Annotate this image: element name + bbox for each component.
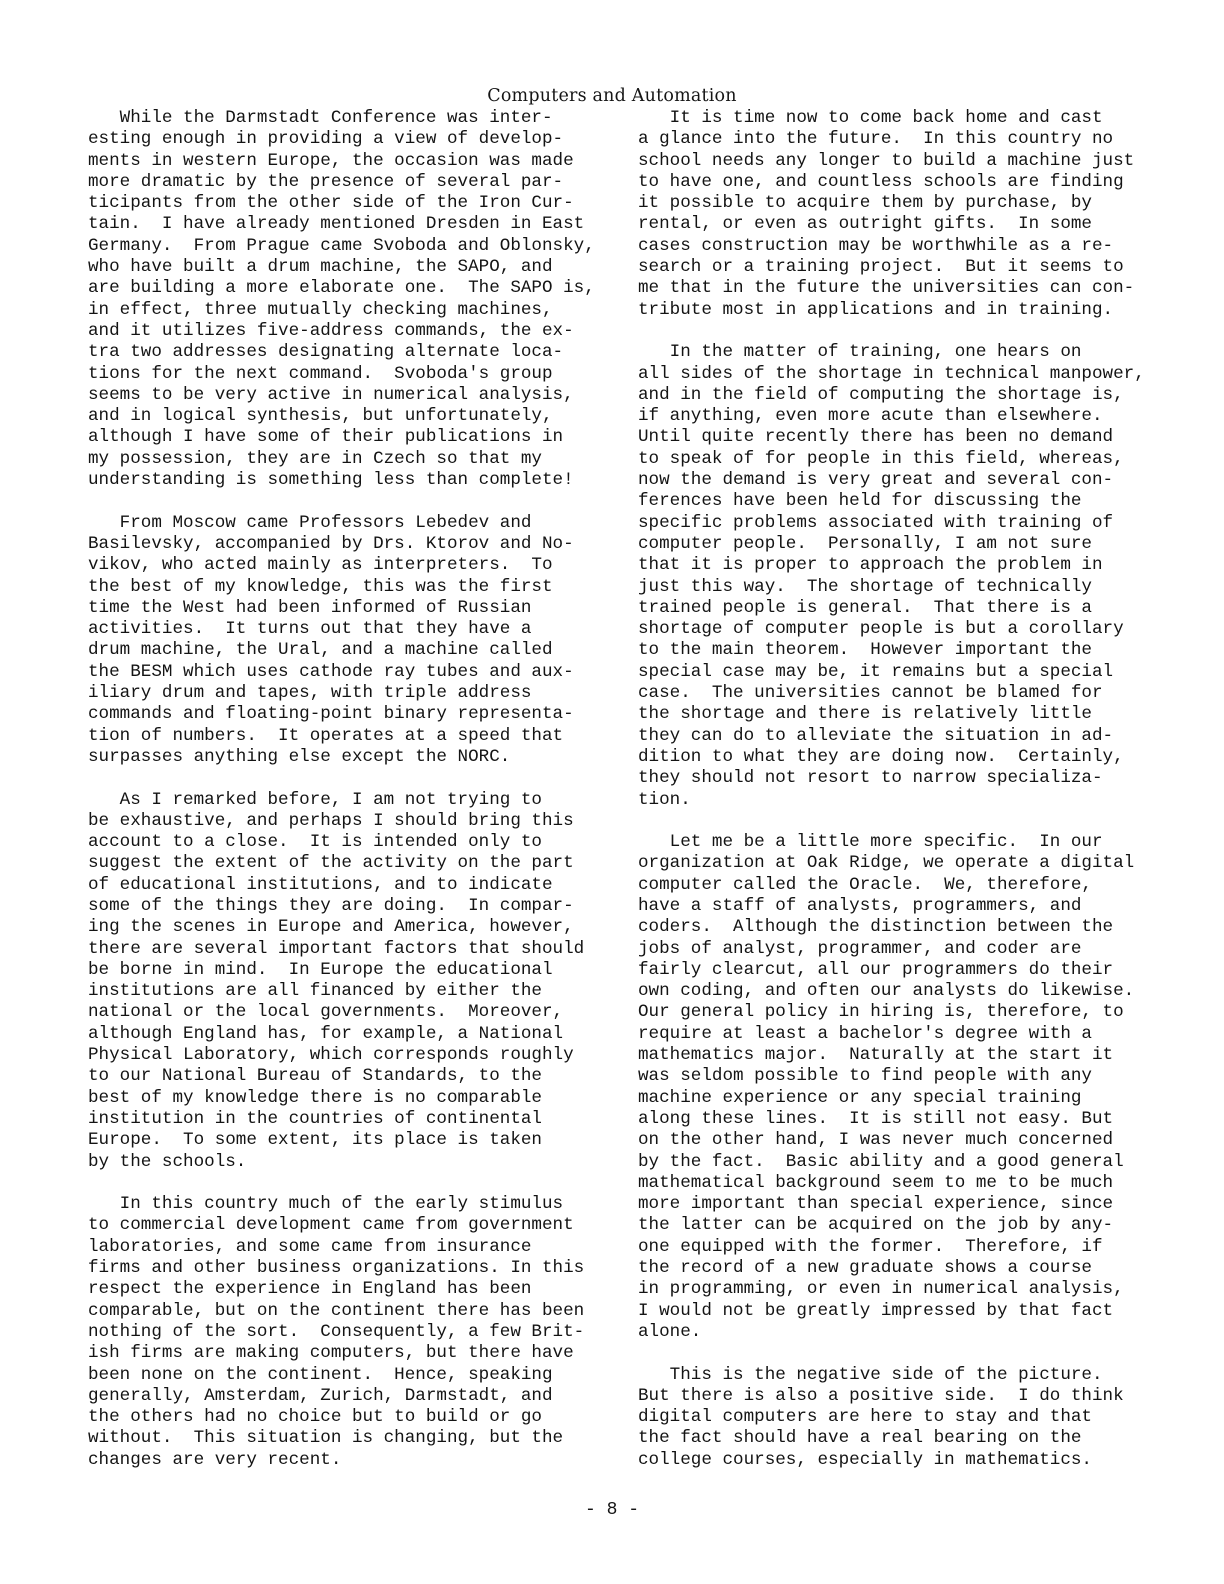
- paragraph-darmstadt-conference: While the Darmstadt Conference was inter- esting enough in providing a view of develop- ments in western Europe, the occasion was made more dramatic by the presence of several par- ticipants from the other side of the Iron Cur- tain. I have already mentioned Dresden in East Germany. From Prague came Svoboda and Oblonsky, who have built a drum machine, the SAPO, and are building a more elaborate one. The SAPO is, in effect, three mutually checking machines, and it utilizes five-address commands, the ex- tra two addresses designating alternate loca- tions for the next command. Svoboda's group seems to be very active in numerical analysis, and in logical synthesis, but unfortunately, although I have some of their publications in my possession, they are in Czech so that my understanding is something less than complete!: [88, 108, 595, 491]
- page-number: - 8 -: [584, 1500, 639, 1520]
- right-column: [638, 108, 1145, 1492]
- paragraph-moscow-delegation: From Moscow came Professors Lebedev and Basilevsky, accompanied by Drs. Ktorov and No- vikov, who acted mainly as interpreters. To the best of my knowledge, this was the first time the West had been informed of Russian activities. It turns out that they have a drum machine, the Ural, and a machine called the BESM which uses cathode ray tubes and aux- iliary drum and tapes, with triple address commands and floating-point binary representa- tion of numbers. It operates at a speed that surpasses anything else except the NORC.: [88, 512, 574, 767]
- paragraph-positive-side: This is the negative side of the picture. But there is also a positive side. I do think digital computers are here to stay and that the fact should have a real bearing on the college courses, especially in mathematics.: [638, 1364, 1124, 1470]
- paragraph-european-institutions: As I remarked before, I am not trying to be exhaustive, and perhaps I should bring this account to a close. It is intended only to suggest the extent of the activity on the part of educational institutions, and to indicate some of the things they are doing. In compar- ing the scenes in Europe and America, however, there are several important factors that should be borne in mind. In Europe the educational institutions are all financed by either the national or the local governments. Moreover, although England has, for example, a National Physical Laboratory, which corresponds roughly to our National Bureau of Standards, to the best of my knowledge there is no comparable institution in the countries of continental Europe. To some extent, its place is taken by the schools.: [88, 789, 585, 1172]
- paragraph-commercial-development: In this country much of the early stimulus to commercial development came from government laboratories, and some came from insurance firms and other business organizations. In this respect the experience in England has been comparable, but on the continent there has been nothing of the sort. Consequently, a few Brit- ish firms are making computers, but there have been none on the continent. Hence, speaking generally, Amsterdam, Zurich, Darmstadt, and the others had no choice but to build or go without. This situation is changing, but the changes are very recent.: [88, 1194, 585, 1470]
- paragraph-training-shortage: In the matter of training, one hears on all sides of the shortage in technical manpower, and in the field of computing the shortage is, if anything, even more acute than elsewhere. Until quite recently there has been no demand to speak of for people in this field, whereas, now the demand is very great and several con- ferences have been held for discussing the specific problems associated with training of computer people. Personally, I am not sure that it is proper to approach the problem in just this way. The shortage of technically trained people is general. That there is a shortage of computer people is but a corollary to the main theorem. However important the special case may be, it remains but a special case. The universities cannot be blamed for the shortage and there is relatively little they can do to alleviate the situation in ad- dition to what they are doing now. Certainly, they should not resort to narrow specializa- tion.: [638, 342, 1145, 810]
- paragraph-future-outlook: It is time now to come back home and cast a glance into the future. In this country no school needs any longer to build a machine just to have one, and countless schools are finding it possible to acquire them by purchase, by rental, or even as outright gifts. In some cases construction may be worthwhile as a re- search or a training project. But it seems to me that in the future the universities can con- tribute most in applications and in training.: [638, 108, 1135, 320]
- running-header: Computers and Automation: [487, 86, 737, 106]
- paragraph-oak-ridge-staff: Let me be a little more specific. In our organization at Oak Ridge, we operate a digital computer called the Oracle. We, therefore, have a staff of analysts, programmers, and coders. Although the distinction between the jobs of analyst, programmer, and coder are fairly clearcut, all our programmers do their own coding, and often our analysts do likewise. Our general policy in hiring is, therefore, to require at least a bachelor's degree with a mathematics major. Naturally at the start it was seldom possible to find people with any machine experience or any special training along these lines. It is still not easy. But on the other hand, I was never much concerned by the fact. Basic ability and a good general mathematical background seem to me to be much more important than special experience, since the latter can be acquired on the job by any- one equipped with the former. Therefore, if the record of a new graduate shows a course in programming, or even in numerical analysis, I would not be greatly impressed by that fact alone.: [638, 832, 1135, 1342]
- left-column: [88, 108, 600, 1492]
